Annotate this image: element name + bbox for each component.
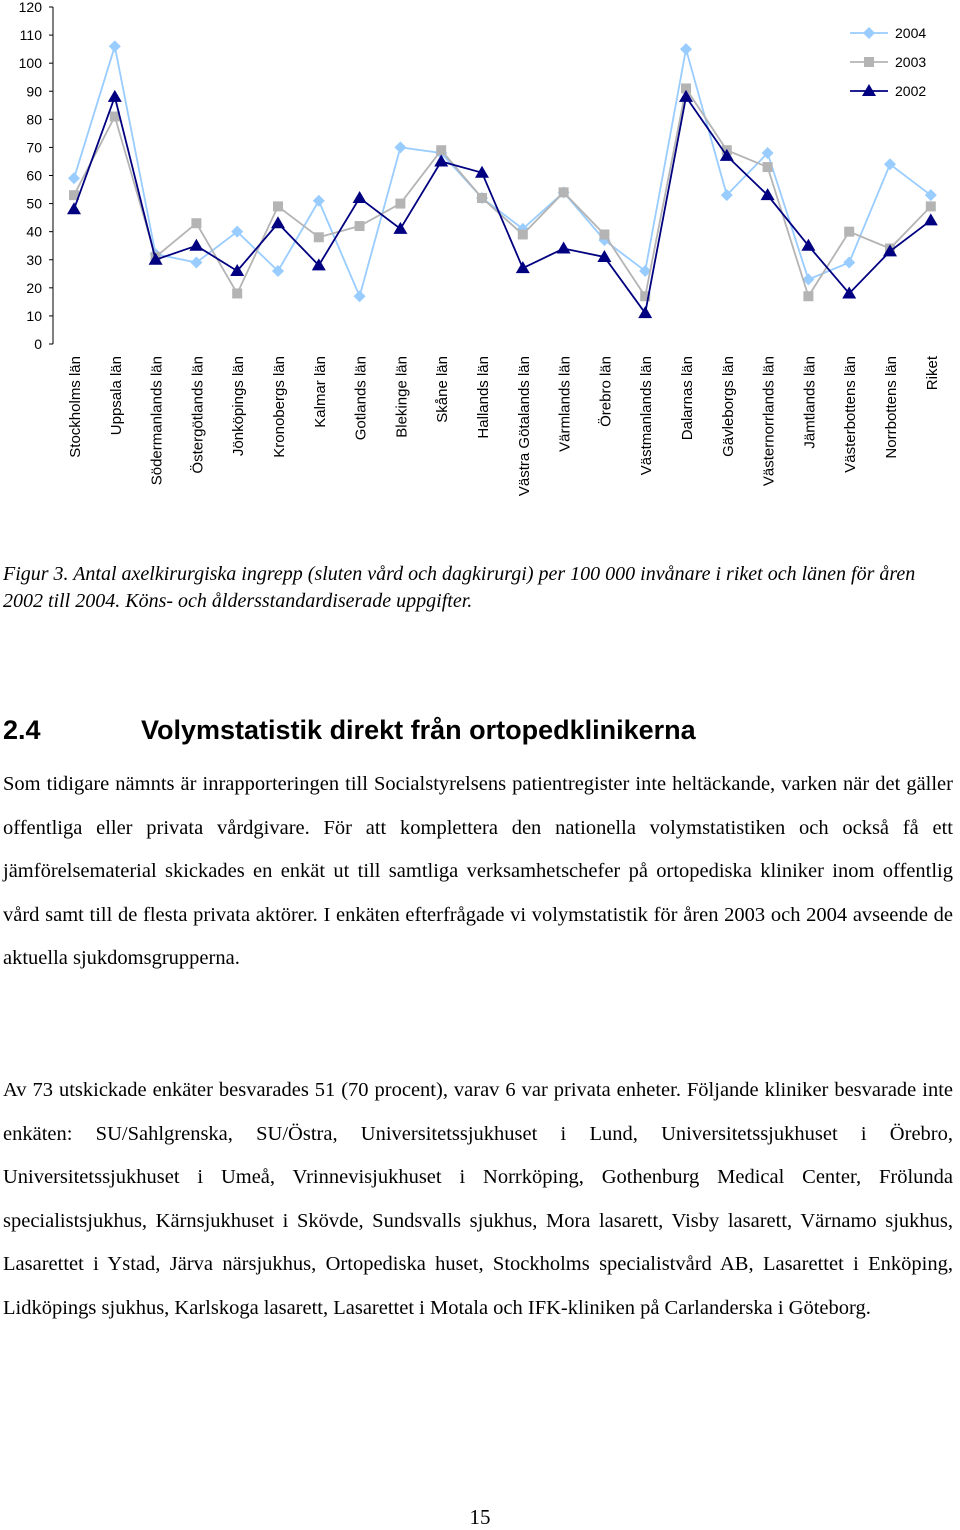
data-point — [516, 261, 530, 273]
data-point — [314, 232, 324, 242]
y-tick-label: 100 — [18, 55, 42, 72]
data-point — [926, 201, 936, 211]
data-point — [518, 229, 528, 239]
data-point — [109, 40, 121, 52]
section-number: 2.4 — [3, 715, 41, 745]
data-point — [395, 199, 405, 209]
y-tick-label: 120 — [18, 0, 42, 15]
data-point — [599, 229, 609, 239]
x-tick-label: Västra Götalands län — [515, 356, 533, 497]
legend-label: 2002 — [895, 83, 927, 99]
series-line — [74, 88, 931, 296]
x-tick-label: Uppsala län — [107, 356, 125, 436]
y-tick-label: 60 — [26, 167, 42, 184]
legend-marker — [863, 27, 875, 39]
series-line — [74, 46, 931, 296]
data-point — [803, 291, 813, 301]
y-tick-label: 40 — [26, 223, 42, 240]
y-tick-label: 0 — [34, 336, 42, 352]
series-2004 — [68, 40, 937, 302]
legend-item — [850, 25, 926, 41]
y-tick-label: 80 — [26, 111, 42, 128]
data-point — [232, 288, 242, 298]
x-tick-label: Västernorrlands län — [760, 356, 778, 487]
x-tick-label: Jönköpings län — [230, 356, 248, 457]
legend-item — [850, 54, 926, 70]
data-point — [273, 201, 283, 211]
data-point — [355, 221, 365, 231]
data-point — [354, 290, 366, 302]
data-point — [559, 187, 569, 197]
data-point — [436, 145, 446, 155]
body-paragraph: Som tidigare nämnts är inrapporteringen till Socialstyrelsens patientregister inte heltäckande, varken när det gäller offentliga eller privata vårdgivare. För att komplettera den nationella volymstatistiken och också få ett jämförelsematerial skickades en enkät ut till samtliga verksamhetschefer på ortopediska kliniker inom offentlig vård samt till de flesta privata aktörer. I enkäten efterfrågade vi volymstatistik för åren 2003 och 2004 avseende de aktuella sjukdomsgrupperna. — [3, 773, 953, 969]
data-point — [191, 218, 201, 228]
y-tick-label: 20 — [26, 279, 42, 296]
data-point — [68, 172, 80, 184]
data-point — [108, 90, 122, 102]
data-point — [638, 306, 652, 318]
x-tick-label: Kronobergs län — [271, 356, 288, 458]
data-point — [313, 195, 325, 207]
x-tick-label: Västmanlands län — [638, 356, 656, 476]
data-point — [67, 202, 81, 214]
y-tick-label: 90 — [26, 83, 42, 100]
data-point — [924, 213, 938, 225]
legend-label: 2003 — [895, 54, 927, 70]
data-point — [763, 162, 773, 172]
x-axis — [67, 355, 941, 496]
x-tick-label: Västerbottens län — [842, 356, 860, 473]
y-tick-label: 10 — [26, 307, 42, 324]
x-tick-label: Norrbottens län — [883, 356, 900, 459]
x-tick-label: Blekinge län — [393, 356, 411, 438]
y-tick-label: 70 — [26, 139, 42, 156]
x-tick-label: Kalmar län — [311, 356, 329, 428]
data-point — [189, 239, 203, 251]
section-title: Volymstatistik direkt från ortopedklinikerna — [141, 715, 696, 745]
body-paragraph: Av 73 utskickade enkäter besvarades 51 (70 procent), varav 6 var privata enheter. Följande kliniker besvarade inte enkäten: SU/Sahlgrenska, SU/Östra, Universitetssjukhuset i Lund, Universitetssjukhuset i Örebro, Universitetssjukhuset i Umeå, Vrinnevisjukhuset i Norrköping, Gothenburg Medical Center, Frölunda specialistsjukhus, Kärnsjukhuset i Skövde, Sundsvalls sjukhus, Mora lasarett, Visby lasarett, Värnamo sjukhus, Lasarettet i Ystad, Järva närsjukhus, Ortopediska huset, Stockholms specialistvård AB, Lasarettet i Enköping, Lidköpings sjukhus, Karlskoga lasarett, Lasarettet i Motala och IFK-kliniken på Carlanderska i Göteborg. — [3, 1079, 953, 1319]
data-point — [844, 227, 854, 237]
x-tick-label: Östergötlands län — [189, 356, 207, 474]
x-tick-label: Stockholms län — [67, 356, 84, 458]
data-point — [393, 222, 407, 234]
data-point — [353, 191, 367, 203]
x-tick-label: Skåne län — [434, 356, 452, 423]
x-tick-label: Värmlands län — [556, 356, 574, 452]
page-number: 15 — [469, 1505, 491, 1529]
figure-caption: Figur 3. Antal axelkirurgiska ingrepp (sluten vård och dagkirurgi) per 100 000 invånare i riket och länen för åren 2002 till 2004. Köns- och åldersstandardiserade uppgifter. — [3, 563, 916, 612]
data-point — [843, 257, 855, 269]
x-tick-label: Örebro län — [597, 356, 615, 427]
x-tick-label: Gotlands län — [352, 356, 370, 441]
line-chart — [0, 0, 960, 520]
data-point — [557, 242, 571, 254]
y-tick-label: 30 — [26, 251, 42, 268]
x-tick-label: Södermanlands län — [148, 356, 166, 486]
data-point — [680, 43, 692, 55]
data-point — [394, 141, 406, 153]
y-tick-label: 50 — [26, 195, 42, 212]
legend-marker — [862, 84, 876, 96]
series-line — [74, 97, 931, 313]
legend-item — [850, 83, 926, 99]
y-tick-label: 110 — [19, 27, 42, 44]
y-axis — [19, 0, 53, 352]
legend-marker — [864, 57, 874, 67]
section-heading — [3, 715, 696, 746]
data-series — [67, 40, 938, 318]
x-tick-label: Riket — [923, 356, 941, 391]
x-tick-label: Hallands län — [475, 356, 492, 439]
x-tick-label: Jämtlands län — [801, 356, 819, 449]
x-tick-label: Dalarnas län — [679, 356, 696, 441]
chart-legend — [850, 25, 926, 99]
legend-label: 2004 — [895, 25, 927, 41]
x-tick-label: Gävleborgs län — [719, 356, 737, 457]
data-point — [477, 193, 487, 203]
